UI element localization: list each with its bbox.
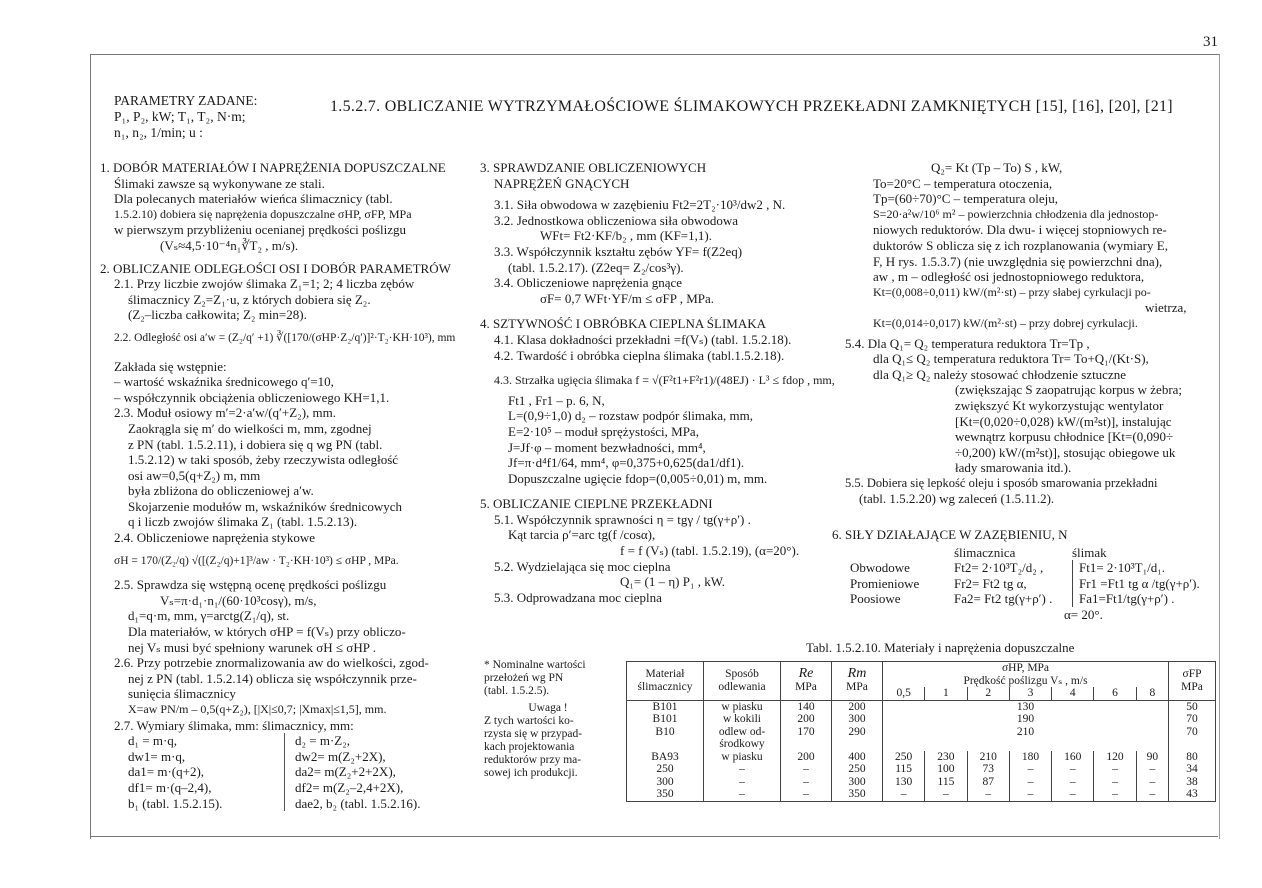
cell-shp: – xyxy=(883,788,925,801)
cell-shp: – xyxy=(1094,776,1136,789)
footnote-box xyxy=(484,659,612,780)
forces-heading: 6. SIŁY DZIAŁAJĄCE W ZAZĘBIENIU, N xyxy=(832,527,1068,542)
text-line: zwiększyć Kt wykorzystując wentylator xyxy=(955,397,1164,413)
text-line: (tabl. 1.5.2.17). (Z2eq= Z₂/cos³γ). xyxy=(508,259,684,275)
cell-sfp: 70 xyxy=(1169,726,1216,751)
text-line: J=Jf·φ – moment bezwładności, mm⁴, xyxy=(508,439,706,455)
text-line: 1.5.2.12) w taki sposób, żeby rzeczywista odległość xyxy=(128,452,399,468)
dimension-line: dae2, b₂ (tabl. 1.5.2.16). xyxy=(295,795,421,811)
cell-shp: 190 xyxy=(883,713,1169,726)
cell-re: – xyxy=(781,763,832,776)
text-line: 2.1. Przy liczbie zwojów ślimaka Z₁=1; 2; 4 liczba zębów xyxy=(114,276,415,292)
force-label: Promieniowe xyxy=(850,575,920,591)
note-warning: Uwaga ! xyxy=(528,702,568,714)
text-line: Dla polecanych materiałów wieńca ślimacznicy (tabl. xyxy=(114,191,393,207)
cell-casting: – xyxy=(704,776,781,789)
dimension-line: da1= m·(q+2), xyxy=(128,764,205,780)
column-2 xyxy=(480,160,840,605)
force-wheel: Fa2= Ft2 tg(γ+ρ′) . xyxy=(954,591,1073,607)
cell-shp: – xyxy=(1052,776,1094,789)
force-worm: Fr1 =Ft1 tg α /tg(γ+ρ′). xyxy=(1079,575,1200,591)
text-line: Jf=π·d⁴f1/64, mm⁴, φ=0,375+0,625(da1/df1). xyxy=(508,455,745,471)
column-3 xyxy=(845,160,1205,507)
text-line: q i liczb zwojów ślimaka Z₁ (tabl. 1.5.2.13). xyxy=(128,514,358,530)
cell-re: 140 xyxy=(781,700,832,713)
text-line: w pierwszym przybliżeniu ocenianej prędkości poślizgu xyxy=(114,222,407,238)
wheel-dimensions xyxy=(285,733,420,811)
cell-rm: 200 xyxy=(832,700,883,713)
cell-rm: 300 xyxy=(832,713,883,726)
cell-sfp: 34 xyxy=(1169,763,1216,776)
note-line: rzysta się w przypad- xyxy=(484,728,583,740)
cell-shp: 180 xyxy=(1009,751,1051,764)
text-line: 2. OBLICZANIE ODLEGŁOŚCI OSI I DOBÓR PARAMETRÓW xyxy=(100,260,451,276)
cell-sfp: 80 xyxy=(1169,751,1216,764)
text-line: σF= 0,7 WFt·YF/m ≤ σFP , MPa. xyxy=(540,290,715,306)
cell-rm: 350 xyxy=(832,788,883,801)
dimension-line: dw2= m(Z₂+2X), xyxy=(295,748,386,764)
table-row xyxy=(627,763,1216,776)
text-line: f = f (Vₛ) (tabl. 1.5.2.19), (α=20°). xyxy=(620,543,800,559)
force-label: Poosiowe xyxy=(850,591,901,607)
cell-material: 250 xyxy=(627,763,704,776)
text-line: 5.2. Wydzielająca się moc cieplna xyxy=(494,558,671,574)
cell-casting: w piasku xyxy=(704,700,781,713)
text-line: Tp=(60÷70)°C – temperatura oleju, xyxy=(873,191,1059,207)
cell-material: B101 xyxy=(627,700,704,713)
text-line: 2.6. Przy potrzebie znormalizowania aw do wielkości, zgod- xyxy=(114,655,429,671)
params-line: P₁, P₂, kW; T₁, T₂, N·m; xyxy=(114,109,246,124)
table-row xyxy=(627,700,1216,713)
header-re xyxy=(781,662,832,701)
cell-rm: 290 xyxy=(832,726,883,751)
forces-row xyxy=(832,576,1212,592)
cell-shp: – xyxy=(1052,788,1094,801)
cell-rm: 400 xyxy=(832,751,883,764)
text-line: 4.3. Strzałka ugięcia ślimaka f = √(F²t1+F²r1)/(48EJ) · L³ ≤ fdop , mm, xyxy=(494,373,835,388)
cell-shp: – xyxy=(1009,763,1051,776)
text-line: 2.4. Obliczeniowe naprężenia stykowe xyxy=(114,530,316,546)
text-line: dla Q₁≥ Q₂ należy stosować chłodzenie sztuczne xyxy=(873,366,1126,382)
text-line: duktorów S oblicza się z ich rozplanowania (wymiary E, xyxy=(873,237,1168,253)
params-line: n₁, n₂, 1/min; u : xyxy=(114,125,203,140)
force-wheel: Ft2= 2·10³T₂/d₂ , xyxy=(954,560,1073,576)
text-line: Dla materiałów, w których σHP = f(Vₛ) przy obliczo- xyxy=(128,624,406,640)
header-rm-label: Rm xyxy=(847,666,867,682)
cell-shp: – xyxy=(1136,788,1168,801)
text-line: 2.7. Wymiary ślimaka, mm: ślimacznicy, mm: xyxy=(114,717,354,733)
header-material: Materiał ślimacznicy xyxy=(627,662,704,701)
text-line: aw , m – odległość osi jednostopniowego reduktora, xyxy=(873,269,1145,285)
text-line: 5.4. Dla Q₁= Q₂ temperatura reduktora Tr=Tp , xyxy=(845,335,1090,351)
text-line: Kąt tarcia ρ′=arc tg(f /cosα), xyxy=(508,527,656,543)
forces-col-worm: ślimak xyxy=(1072,544,1107,560)
text-line: d₁=q·m, mm, γ=arctg(Z₁/q), st. xyxy=(128,608,290,624)
cell-shp: – xyxy=(1094,788,1136,801)
text-line: 2.5. Sprawdza się wstępną ocenę prędkości poślizgu xyxy=(114,577,387,593)
text-line: Kt=(0,014÷0,017) kW/(m²·st) – przy dobrej cyrkulacji. xyxy=(873,315,1138,330)
text-line: NAPRĘŻEŃ GNĄCYCH xyxy=(494,175,630,191)
cell-re: 200 xyxy=(781,751,832,764)
cell-shp: 73 xyxy=(967,763,1009,776)
text-line: L=(0,9÷1,0) d₂ – rozstaw podpór ślimaka, mm, xyxy=(508,408,754,424)
header-sfp-label: σFP xyxy=(1182,668,1202,681)
materials-table xyxy=(626,661,1216,802)
cell-sfp: 70 xyxy=(1169,713,1216,726)
text-line: Zakłada się wstępnie: xyxy=(114,358,227,374)
text-line: Vₛ=π·d₁·n₁/(60·10³cosγ), m/s, xyxy=(160,592,317,608)
header-sfp xyxy=(1169,662,1216,701)
header-speed-label: Prędkość poślizgu Vₛ , m/s xyxy=(963,674,1088,687)
text-line: była zbliżona do obliczeniowej a′w. xyxy=(128,483,314,499)
given-parameters xyxy=(114,93,257,141)
forces-row xyxy=(832,591,1212,607)
header-rm xyxy=(832,662,883,701)
note-line: Z tych wartości ko- xyxy=(484,715,574,727)
cell-shp: 100 xyxy=(925,763,967,776)
cell-shp: 90 xyxy=(1136,751,1168,764)
force-worm: Ft1= 2·10³T₁/d₁. xyxy=(1079,560,1166,576)
cell-shp: – xyxy=(1094,763,1136,776)
table-caption: Tabl. 1.5.2.10. Materiały i naprężenia dopuszczalne xyxy=(806,640,1075,655)
text-line: Skojarzenie modułów m, wskaźników średnicowych xyxy=(128,498,403,514)
cell-shp: 250 xyxy=(883,751,925,764)
page-number: 31 xyxy=(1203,34,1218,50)
text-line: sunięcia ślimacznicy xyxy=(128,686,236,702)
cell-rm: 300 xyxy=(832,776,883,789)
text-line: [Kt=(0,020÷0,028) kW/(m²st)], instalując xyxy=(955,413,1172,429)
cell-shp: 210 xyxy=(883,726,1169,751)
text-line: (Z₂–liczba całkowita; Z₂ min=28). xyxy=(128,307,307,323)
text-line: 4.2. Twardość i obróbka cieplna ślimaka (tabl.1.5.2.18). xyxy=(494,347,785,363)
speed-cell: 4 xyxy=(1052,687,1094,700)
dimension-line: d₂ = m·Z₂, xyxy=(295,733,351,749)
speed-cell: 8 xyxy=(1136,687,1168,700)
cell-material: 350 xyxy=(627,788,704,801)
table-row xyxy=(627,713,1216,726)
cell-shp: – xyxy=(1136,776,1168,789)
text-line: ślimacznicy Z₂=Z₁·u, z których dobiera się Z₂. xyxy=(128,291,371,307)
speed-cell: 6 xyxy=(1094,687,1136,700)
text-line: nej Vₛ musi być spełniony warunek σH ≤ σHP . xyxy=(128,639,376,655)
cell-material: B10 xyxy=(627,726,704,751)
text-line: łady smarowania itd.). xyxy=(955,460,1072,476)
dimension-line: dw1= m·q, xyxy=(128,748,186,764)
speed-cell: 0,5 xyxy=(883,687,925,700)
cell-shp: – xyxy=(925,788,967,801)
text-line: 5.5. Dobiera się lepkość oleju i sposób smarowania przekładni xyxy=(845,475,1158,490)
text-line: WFt= Ft2·KF/b₂ , mm (KF=1,1). xyxy=(540,228,712,244)
cell-shp: 130 xyxy=(883,700,1169,713)
section-title: 1.5.2.7. OBLICZANIE WYTRZYMAŁOŚCIOWE ŚLIMAKOWYCH PRZEKŁADNI ZAMKNIĘTYCH [15], [16], [20], [21] xyxy=(330,98,1173,115)
text-line: Q₂= Kt (Tp – To) S , kW, xyxy=(931,160,1063,175)
text-line: z PN (tabl. 1.5.2.11), i dobiera się q wg PN (tabl. xyxy=(128,436,383,452)
cell-shp: – xyxy=(967,788,1009,801)
cell-shp: 210 xyxy=(967,751,1009,764)
forces-header-row xyxy=(832,545,1212,561)
text-line: E=2·10⁵ – moduł sprężystości, MPa, xyxy=(508,423,699,439)
text-line: osi aw=0,5(q+Z₂) m, mm xyxy=(128,467,261,483)
worm-dimensions xyxy=(128,733,285,811)
text-line: σH = 170/(Z₂/q) √([(Z₂/q)+1]³/aw · T₂·KH·10³) ≤ σHP , MPa. xyxy=(114,554,399,567)
text-line: – wartość wskaźnika średnicowego q′=10, xyxy=(114,374,334,390)
cell-re: 200 xyxy=(781,713,832,726)
table-header-row xyxy=(627,662,1216,688)
text-line: F, H rys. 1.5.3.7) (nie uwzględnia się powierzchni dna), xyxy=(873,253,1163,269)
note-line: przełożeń wg PN xyxy=(484,672,564,684)
cell-sfp: 38 xyxy=(1169,776,1216,789)
cell-shp: 115 xyxy=(925,776,967,789)
text-line: wietrza, xyxy=(1145,300,1187,316)
cell-shp: – xyxy=(1052,763,1094,776)
text-line: S=20·a²w/10⁶ m² – powierzchnia chłodzenia dla jednostop- xyxy=(873,206,1159,221)
cell-material: BA93 xyxy=(627,751,704,764)
text-line: 2.2. Odległość osi a′w = (Z₂/q′ +1) ∛([170/(σHP·Z₂/q′)]²·T₂·KH·10³), mm xyxy=(114,331,456,344)
speed-cell: 1 xyxy=(925,687,967,700)
dimension-line: b₁ (tabl. 1.5.2.15). xyxy=(128,795,223,811)
cell-shp: 120 xyxy=(1094,751,1136,764)
cell-shp: – xyxy=(1136,763,1168,776)
forces-alpha: α= 20°. xyxy=(1064,606,1103,622)
force-worm: Fa1=Ft1/tg(γ+ρ′) . xyxy=(1079,591,1175,607)
text-line: 3.2. Jednostkowa obliczeniowa siła obwodowa xyxy=(494,212,739,228)
cell-material: 300 xyxy=(627,776,704,789)
cell-shp: 115 xyxy=(883,763,925,776)
dimension-line: df2= m(Z₂–2,4+2X), xyxy=(295,779,404,795)
dimension-line: d₁ = m·q, xyxy=(128,733,178,749)
note-line: * Nominalne wartości xyxy=(484,659,586,671)
dimension-line: da2= m(Z₂+2+2X), xyxy=(295,764,396,780)
cell-sfp: 43 xyxy=(1169,788,1216,801)
text-line: wewnątrz korpusu chłodnice [Kt=(0,090÷ xyxy=(955,429,1174,445)
header-rm-unit: MPa xyxy=(846,680,868,693)
cell-casting: odlew od- środkowy xyxy=(704,726,781,751)
header-re-unit: MPa xyxy=(795,680,817,693)
dimension-line: df1= m·(q–2,4), xyxy=(128,779,212,795)
cell-re: – xyxy=(781,788,832,801)
dimension-lists xyxy=(100,733,472,811)
text-line: niowych reduktorów. Dla dwu- i więcej stopniowych re- xyxy=(873,222,1167,238)
text-line: To=20°C – temperatura otoczenia, xyxy=(873,175,1053,191)
text-line: (zwiększając S zaopatrując korpus w żebra; xyxy=(955,382,1183,398)
text-line: nej z PN (tabl. 1.5.2.14) oblicza się współczynnik prze- xyxy=(128,670,417,686)
table-row xyxy=(627,726,1216,751)
cell-sfp: 50 xyxy=(1169,700,1216,713)
params-line: PARAMETRY ZADANE: xyxy=(114,93,258,108)
text-line: 5.1. Współczynnik sprawności η = tgγ / tg(γ+ρ′) . xyxy=(494,511,751,527)
cell-re: 170 xyxy=(781,726,832,751)
table-row xyxy=(627,776,1216,789)
header-shp-label: σHP, MPa xyxy=(1001,662,1050,674)
text-line: dla Q₁≤ Q₂ temperatura reduktora Tr= To+Q₁/(Kt·S), xyxy=(873,351,1149,367)
forces-row xyxy=(832,560,1212,576)
cell-casting: – xyxy=(704,788,781,801)
table-row xyxy=(627,751,1216,764)
cell-shp: 130 xyxy=(883,776,925,789)
text-line: 1.5.2.10) dobiera się naprężenia dopuszczalne σHP, σFP, MPa xyxy=(114,206,412,221)
cell-rm: 250 xyxy=(832,763,883,776)
text-line: 4.1. Klasa dokładności przekładni =f(Vₛ) (tabl. 1.5.2.18). xyxy=(494,331,792,347)
text-line: 5.3. Odprowadzana moc cieplna xyxy=(494,589,662,605)
text-line: 1. DOBÓR MATERIAŁÓW I NAPRĘŻENIA DOPUSZCZALNE xyxy=(100,160,446,175)
forces-col-wheel: ślimacznica xyxy=(954,544,1016,560)
speed-cell: 3 xyxy=(1009,687,1051,700)
note-line: sowej ich produkcji. xyxy=(484,767,578,779)
note-line: reduktorów przy ma- xyxy=(484,754,582,766)
text-line: Zaokrągla się m′ do wielkości m, mm, zgodnej xyxy=(128,420,372,436)
note-line: (tabl. 1.5.2.5). xyxy=(484,685,550,697)
force-label: Obwodowe xyxy=(850,560,910,576)
cell-shp: 230 xyxy=(925,751,967,764)
cell-casting: – xyxy=(704,763,781,776)
text-line: 3. SPRAWDZANIE OBLICZENIOWYCH xyxy=(480,160,707,175)
text-line: Ft1 , Fr1 – p. 6, N, xyxy=(508,392,605,408)
cell-shp: – xyxy=(1009,776,1051,789)
text-line: Ślimaki zawsze są wykonywane ze stali. xyxy=(114,175,325,191)
cell-re: – xyxy=(781,776,832,789)
text-line: 4. SZTYWNOŚĆ I OBRÓBKA CIEPLNA ŚLIMAKA xyxy=(480,316,767,332)
page-frame-bottom xyxy=(90,836,1218,837)
cell-shp: 87 xyxy=(967,776,1009,789)
text-line: (Vₛ≈4,5·10⁻⁴n₁∛T₂ , m/s). xyxy=(160,237,299,253)
text-line: 3.4. Obliczeniowe naprężenia gnące xyxy=(494,275,683,291)
note-line: kach projektowania xyxy=(484,741,575,753)
text-line: Dopuszczalne ugięcie fdop=(0,005÷0,01) m, mm. xyxy=(508,470,768,486)
header-sfp-unit: MPa xyxy=(1181,680,1203,693)
text-line: 3.3. Współczynnik kształtu zębów YF= f(Z2eq) xyxy=(494,243,743,259)
text-line: Kt=(0,008÷0,011) kW/(m²·st) – przy słabej cyrkulacji po- xyxy=(873,284,1151,299)
cell-casting: w piasku xyxy=(704,751,781,764)
cell-material: B101 xyxy=(627,713,704,726)
forces-section xyxy=(832,527,1212,623)
cell-shp: – xyxy=(1009,788,1051,801)
header-casting: Sposób odlewania xyxy=(704,662,781,701)
text-line: Q₁= (1 – η) P₁ , kW. xyxy=(620,574,726,590)
cell-shp: 160 xyxy=(1052,751,1094,764)
text-line: (tabl. 1.5.2.20) wg zaleceń (1.5.11.2). xyxy=(859,491,1055,507)
text-line: ÷0,200) kW/(m²st)], stosując obiegowe uk xyxy=(955,444,1176,460)
speed-cell: 2 xyxy=(967,687,1009,700)
text-line: X=aw PN/m – 0,5(q+Z₂), [|X|≤0,7; |Xmax|≤1,5], mm. xyxy=(128,702,387,716)
force-wheel: Fr2= Ft2 tg α, xyxy=(954,576,1073,592)
text-line: – współczynnik obciążenia obliczeniowego KH=1,1. xyxy=(114,389,390,405)
text-line: 5. OBLICZANIE CIEPLNE PRZEKŁADNI xyxy=(480,496,713,512)
text-line: 2.3. Moduł osiowy m′=2·a′w/(q′+Z₂), mm. xyxy=(114,405,336,421)
header-re-label: Re xyxy=(798,666,814,682)
cell-casting: w kokili xyxy=(704,713,781,726)
header-shp xyxy=(883,662,1169,688)
table-row xyxy=(627,788,1216,801)
column-1 xyxy=(100,160,472,811)
text-line: 3.1. Siła obwodowa w zazębieniu Ft2=2T₂·10³/dw2 , N. xyxy=(494,197,786,213)
